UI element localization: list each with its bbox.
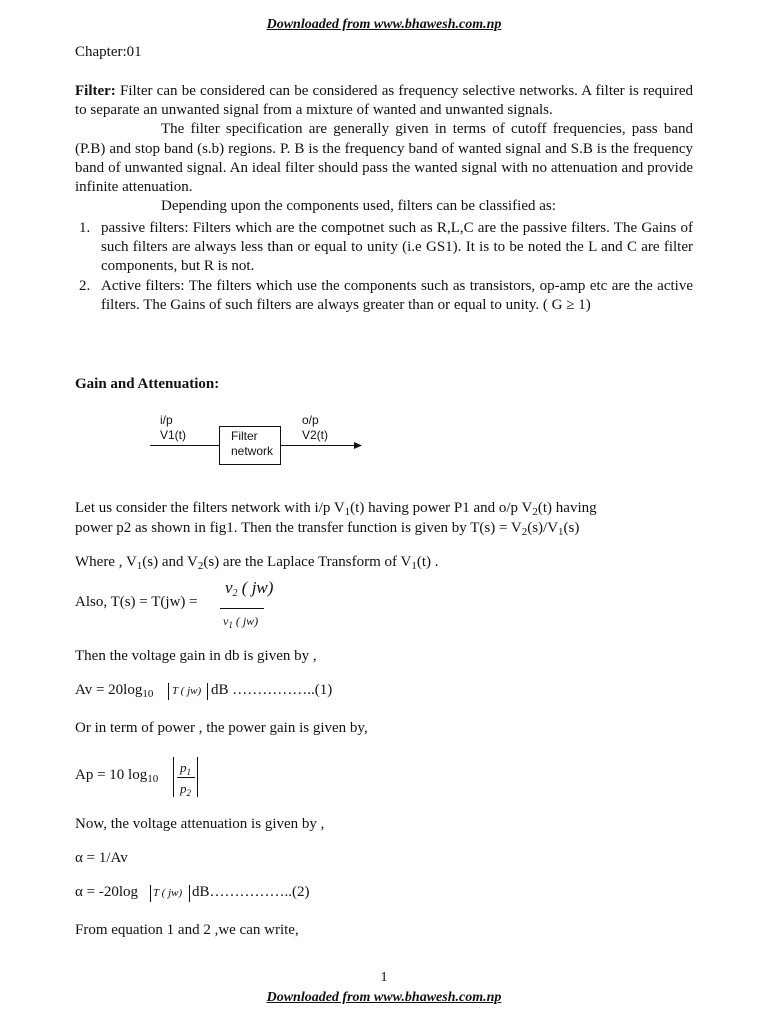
filter-box-label-1: Filter — [231, 429, 258, 443]
output-signal-label: V2(t) — [302, 428, 329, 442]
alpha-eq-2-tail: dB……………..(2) — [192, 884, 310, 900]
fraction-denominator: $v_1$ ( jw) — [223, 614, 259, 630]
filter-box-label-2: network — [231, 444, 274, 458]
voltage-gain-abs-arg: T ( jw) — [172, 685, 202, 697]
abs-bar-right — [207, 683, 208, 700]
power-denominator: $p_2$ — [180, 781, 191, 798]
filter-definition — [75, 82, 693, 216]
alpha-abs-arg: T ( jw) — [153, 887, 183, 899]
power-numerator: $p_1$ — [180, 760, 191, 777]
list-item-number: 1. — [79, 220, 91, 236]
power-gain-eq: Ap = 10 $\log_{10}$ — [75, 767, 159, 785]
abs-bar-left — [168, 683, 169, 700]
laplace-line: Where , $V_1(s)$ and $V_2(s)$ are the Laplace Transform of $V_1(t)$ . — [75, 554, 439, 572]
footer-source-link[interactable]: Downloaded from www.bhawesh.com.np — [266, 990, 502, 1005]
power-abs-bar-left — [173, 757, 174, 797]
body-line-1: Let us consider the filters network with i/p $V_1(t)$ having power P1 and o/p $V_2(t)$ having — [75, 500, 597, 518]
voltage-gain-eq: $Av = 20\log_{10}$ — [75, 682, 154, 700]
fraction-bar — [220, 608, 264, 609]
power-gain-intro: Or in term of power , the power gain is given by, — [75, 720, 368, 736]
alpha-abs-bar-left — [150, 885, 151, 902]
output-label: o/p — [302, 413, 319, 427]
filter-para-2: The filter specification are generally given in terms of cutoff frequencies, pass band (P.B) and stop band (s.b) regions. P. B is the frequency band of wanted signal and S.B is the frequency band of unwanted signal. An ideal filter should pass the wanted signal with no attenuation and provide infinite attenuation. — [75, 121, 693, 196]
list-item — [75, 219, 693, 277]
power-abs-bar-right — [197, 757, 198, 797]
output-arrowhead — [354, 442, 362, 449]
fraction-numerator: $v_2$ ( jw) — [225, 578, 274, 599]
input-label: i/p — [160, 413, 173, 427]
list-item-text: Active filters: The filters which use the components such as transistors, op-amp etc are the active filters. The Gains of such filters are always greater than or equal to unity. ( G ≥ 1) — [101, 277, 693, 313]
input-signal-label: V1(t) — [160, 428, 187, 442]
voltage-gain-eq-tail: dB ……………..(1) — [211, 682, 333, 698]
filter-para-3: Depending upon the components used, filters can be classified as: — [161, 198, 556, 215]
attenuation-intro: Now, the voltage attenuation is given by , — [75, 816, 325, 832]
power-fraction-bar — [177, 777, 195, 778]
list-item — [75, 277, 693, 315]
filter-para-1: Filter can be considered can be considered as frequency selective networks. A filter is required to separate an unwanted signal from a mixture of wanted and unwanted signals. — [75, 83, 693, 119]
alpha-eq-2: α = -20log — [75, 884, 138, 900]
section-title: Gain and Attenuation: — [75, 376, 220, 392]
filter-types-list — [75, 219, 693, 315]
body-line-2: power p2 as shown in fig1. Then the transfer function is given by $T(s) = V_2(s)/V_1(s)$ — [75, 520, 580, 538]
alpha-abs-bar-right — [189, 885, 190, 902]
chapter-heading: Chapter:01 — [75, 44, 142, 60]
alpha-eq-1: α = 1/Av — [75, 850, 128, 866]
list-item-text: passive filters: Filters which are the compotnet such as R,L,C are the passive filters. The Gains of such filters are always less than or equal to unity (i.e GS1). It is to be noted the L and C are filter components, but R is not. — [101, 220, 693, 275]
from-equation-line: From equation 1 and 2 ,we can write, — [75, 922, 299, 938]
transfer-function-eq: Also, T(s) = T(jw) = — [75, 594, 198, 610]
filter-term: Filter: — [75, 83, 116, 99]
header-source-link[interactable]: Downloaded from www.bhawesh.com.np — [266, 17, 502, 32]
voltage-gain-intro: Then the voltage gain in db is given by , — [75, 648, 317, 664]
list-item-number: 2. — [79, 277, 91, 294]
page-number: 1 — [380, 970, 388, 985]
